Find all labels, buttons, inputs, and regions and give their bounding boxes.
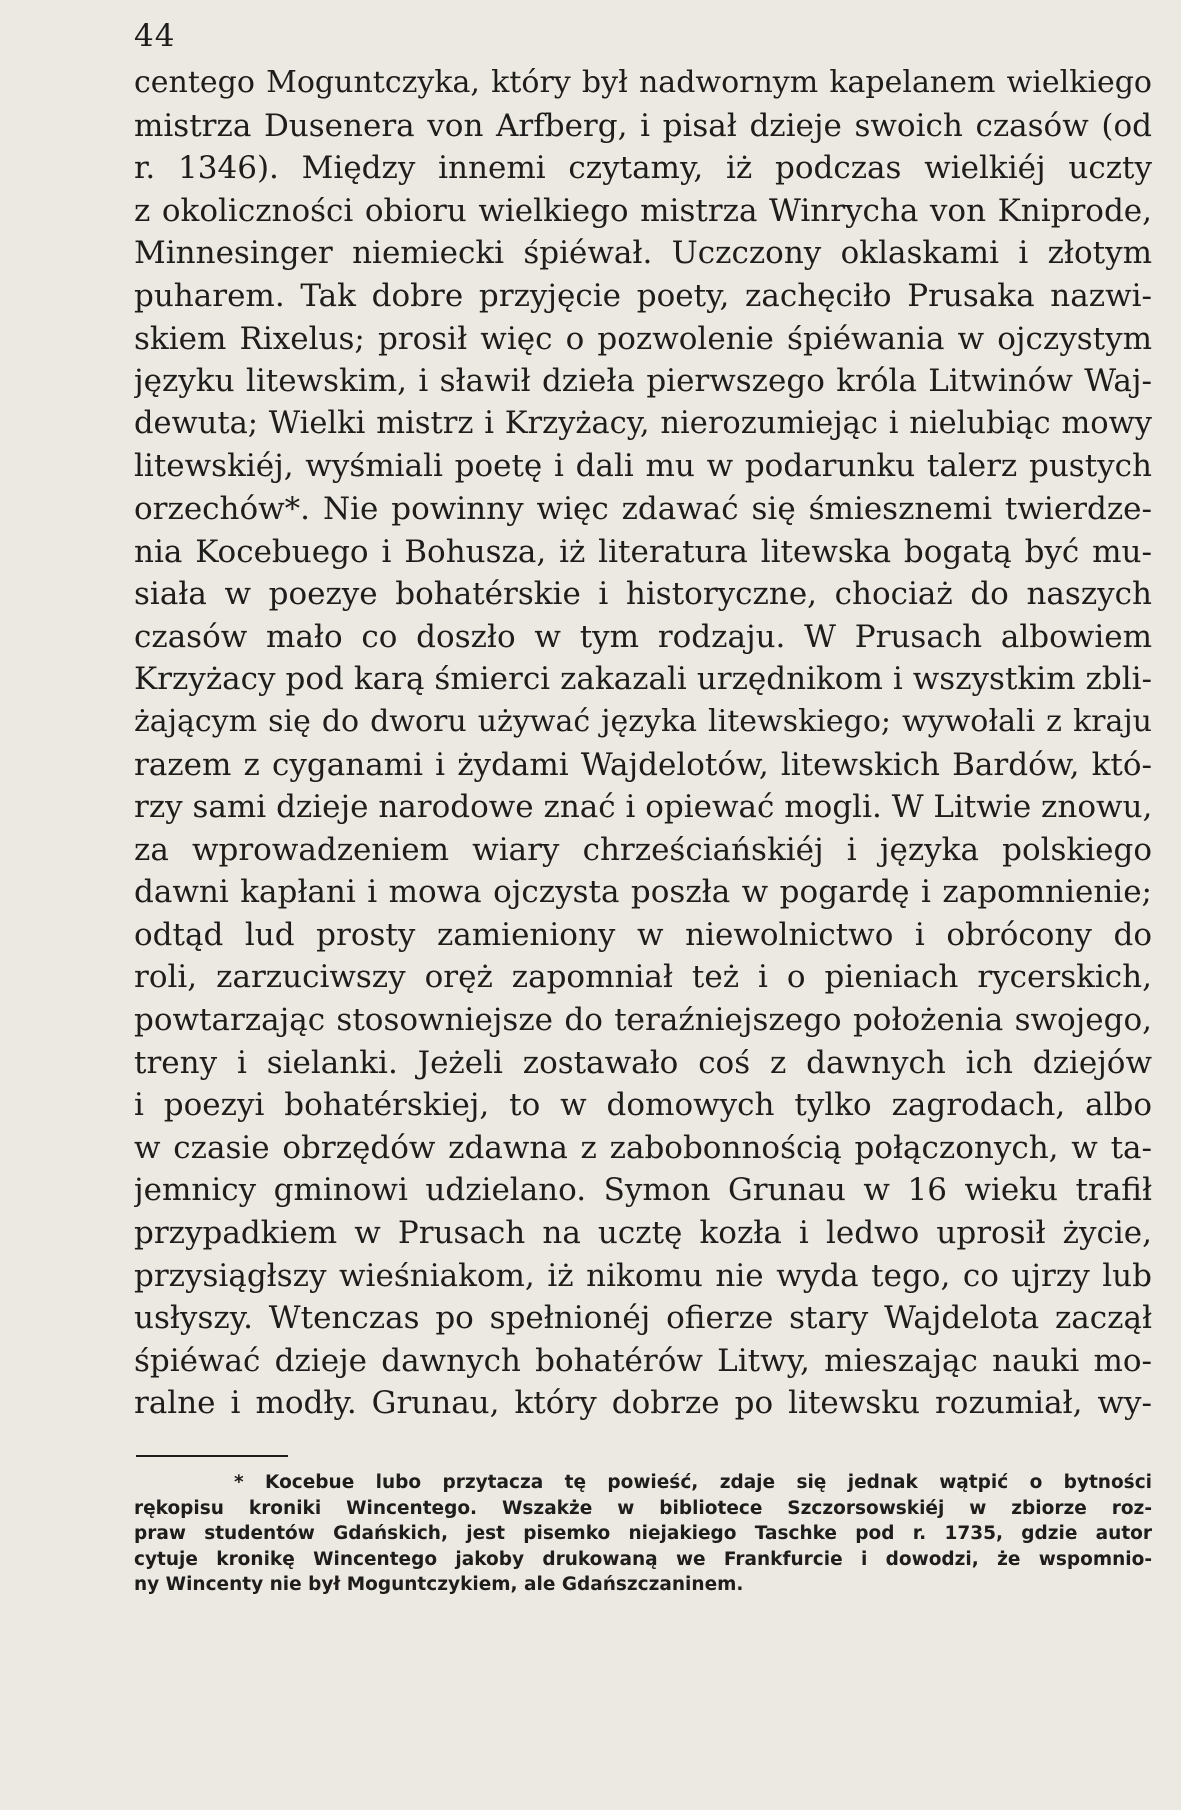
text-line: usłyszy. Wtenczas po spełnionéj ofierze stary Wajdelota zaczął — [134, 1300, 1152, 1337]
text-line: w czasie obrzędów zdawna z zabobonnością połączonych, w ta- — [134, 1129, 1152, 1166]
footnote-divider — [136, 1455, 288, 1457]
footnote — [134, 1470, 1152, 1598]
footnote-line: rękopisu kroniki Wincentego. Wszakże w bibliotece Szczorsowskiéj w zbiorze roz- — [134, 1497, 1152, 1519]
text-line: dawni kapłani i mowa ojczysta poszła w pogardę i zapomnienie; — [134, 874, 1152, 911]
footnote-line: ny Wincenty nie był Moguntczykiem, ale Gdańszczaninem. — [134, 1574, 744, 1595]
text-line: roli, zarzuciwszy oręż zapomniał też i o pieniach rycerskich, — [134, 959, 1152, 996]
text-line: i poezyi bohatérskiej, to w domowych tylko zagrodach, albo — [134, 1087, 1152, 1124]
text-line: orzechów*. Nie powinny więc zdawać się śmiesznemi twierdze- — [134, 490, 1152, 527]
text-line: z okoliczności obioru wielkiego mistrza Winrycha von Kniprode, — [134, 192, 1152, 229]
text-line: skiem Rixelus; prosił więc o pozwolenie śpiéwania w ojczystym — [134, 320, 1152, 357]
text-line: za wprowadzeniem wiary chrześciańskiéj i języka polskiego — [134, 831, 1152, 868]
text-line: śpiéwać dzieje dawnych bohatérów Litwy, mieszając nauki mo- — [134, 1342, 1152, 1379]
text-line: czasów mało co doszło w tym rodzaju. W Prusach albowiem — [134, 618, 1152, 655]
text-line: Minnesinger niemiecki śpiéwał. Uczczony oklaskami i złotym — [134, 235, 1152, 272]
text-line: litewskiéj, wyśmiali poetę i dali mu w podarunku talerz pustych — [134, 448, 1152, 485]
footnote-line: cytuje kronikę Wincentego jakoby drukowaną we Frankfurcie i dowodzi, że wspomnio- — [134, 1548, 1152, 1570]
text-line: ralne i modły. Grunau, który dobrze po litewsku rozumiał, wy- — [134, 1385, 1152, 1422]
text-line: przysiągłszy wieśniakom, iż nikomu nie wyda tego, co ujrzy lub — [134, 1257, 1152, 1294]
text-line: r. 1346). Między innemi czytamy, iż podczas wielkiéj uczty — [134, 150, 1152, 187]
text-line: centego Moguntczyka, który był nadwornym kapelanem wielkiego — [134, 65, 1152, 100]
text-line: siała w poezye bohatérskie i historyczne, chociaż do naszych — [134, 576, 1152, 613]
text-line: treny i sielanki. Jeżeli zostawało coś z dawnych ich dziejów — [134, 1044, 1152, 1081]
text-line: odtąd lud prosty zamieniony w niewolnictwo i obrócony do — [134, 916, 1152, 953]
text-line: Krzyżacy pod karą śmierci zakazali urzędnikom i wszystkim zbli- — [134, 661, 1152, 698]
text-line: żającym się do dworu używać języka litewskiego; wywołali z kraju — [134, 703, 1152, 739]
text-line: przypadkiem w Prusach na ucztę kozła i ledwo uprosił życie, — [134, 1215, 1152, 1252]
footnote-line: * Kocebue lubo przytacza tę powieść, zdaje się jednak wątpić o bytności — [234, 1472, 1152, 1493]
text-line: puharem. Tak dobre przyjęcie poety, zachęciło Prusaka nazwi- — [134, 277, 1152, 314]
text-line: mistrza Dusenera von Arfberg, i pisał dzieje swoich czasów (od — [134, 107, 1152, 144]
page-number: 44 — [134, 18, 176, 54]
footnote-line: praw studentów Gdańskich, jest pisemko niejakiego Taschke pod r. 1735, gdzie autor — [134, 1523, 1152, 1544]
text-line: powtarzając stosowniejsze do teraźniejszego położenia swojego, — [134, 1002, 1152, 1039]
main-text — [134, 62, 1152, 1425]
text-line: jemnicy gminowi udzielano. Symon Grunau w 16 wieku trafił — [134, 1172, 1152, 1209]
text-line: razem z cyganami i żydami Wajdelotów, litewskich Bardów, któ- — [134, 746, 1152, 783]
text-line: nia Kocebuego i Bohusza, iż literatura litewska bogatą być mu- — [134, 533, 1152, 570]
text-line: dewuta; Wielki mistrz i Krzyżacy, nierozumiejąc i nielubiąc mowy — [134, 405, 1152, 441]
text-line: języku litewskim, i sławił dzieła pierwszego króla Litwinów Waj- — [134, 363, 1152, 400]
text-line: rzy sami dzieje narodowe znać i opiewać mogli. W Litwie znowu, — [134, 789, 1152, 826]
